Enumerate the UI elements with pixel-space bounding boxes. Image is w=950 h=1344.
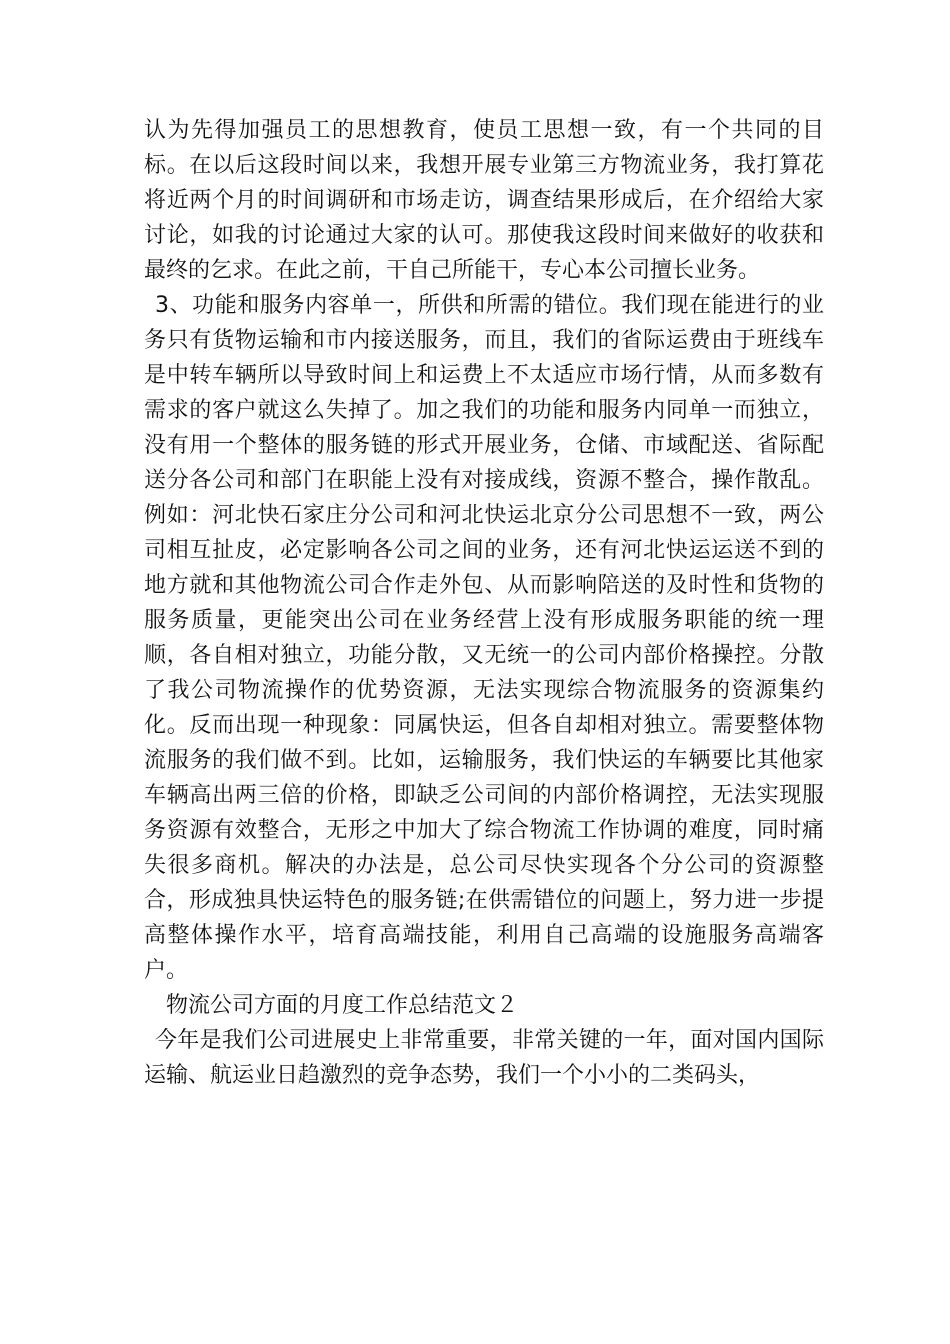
body-paragraph: 今年是我们公司进展史上非常重要，非常关键的一年，面对国内国际运输、航运业日趋激烈的竞争态势，我们一个小小的二类码头， [144, 1028, 824, 1088]
section-heading: 物流公司方面的月度工作总结范文２ [166, 993, 519, 1018]
body-paragraph: 认为先得加强员工的思想教育，使员工思想一致，有一个共同的目标。在以后这段时间以来，我想开展专业第三方物流业务，我打算花将近两个月的时间调研和市场走访，调查结果形成后，在介绍给大家讨论，如我的讨论通过大家的认可。那使我这段时间来做好的收获和最终的乞求。在此之前，干自己所能干，专心本公司擅长业务。 [144, 118, 824, 283]
body-paragraph: 3、功能和服务内容单一，所供和所需的错位。我们现在能进行的业务只有货物运输和市内接送服务，而且，我们的省际运费由于班线车是中转车辆所以导致时间上和运费上不太适应市场行情，从而多数有需求的客户就这么失掉了。加之我们的功能和服务内同单一而独立，没有用一个整体的服务链的形式开展业务，仓储、市域配送、省际配送分各公司和部门在职能上没有对接成线，资源不整合，操作散乱。例如：河北快石家庄分公司和河北快运北京分公司思想不一致，两公司相互扯皮，必定影响各公司之间的业务，还有河北快运运送不到的地方就和其他物流公司合作走外包、从而影响陪送的及时性和货物的服务质量，更能突出公司在业务经营上没有形成服务职能的统一理顺，各自相对独立，功能分散，又无统一的公司内部价格操控。分散了我公司物流操作的优势资源，无法实现综合物流服务的资源集约化。反而出现一种现象：同属快运，但各自却相对独立。需要整体物流服务的我们做不到。比如，运输服务，我们快运的车辆要比其他家车辆高出两三倍的价格，即缺乏公司间的内部价格调控，无法实现服务资源有效整合，无形之中加大了综合物流工作协调的难度，同时痛失很多商机。解决的办法是，总公司尽快实现各个分公司的资源整合，形成独具快运特色的服务链;在供需错位的问题上，努力进一步提高整体操作水平，培育高端技能，利用自己高端的设施服务高端客户。 [144, 293, 824, 983]
document-body [144, 113, 824, 1093]
